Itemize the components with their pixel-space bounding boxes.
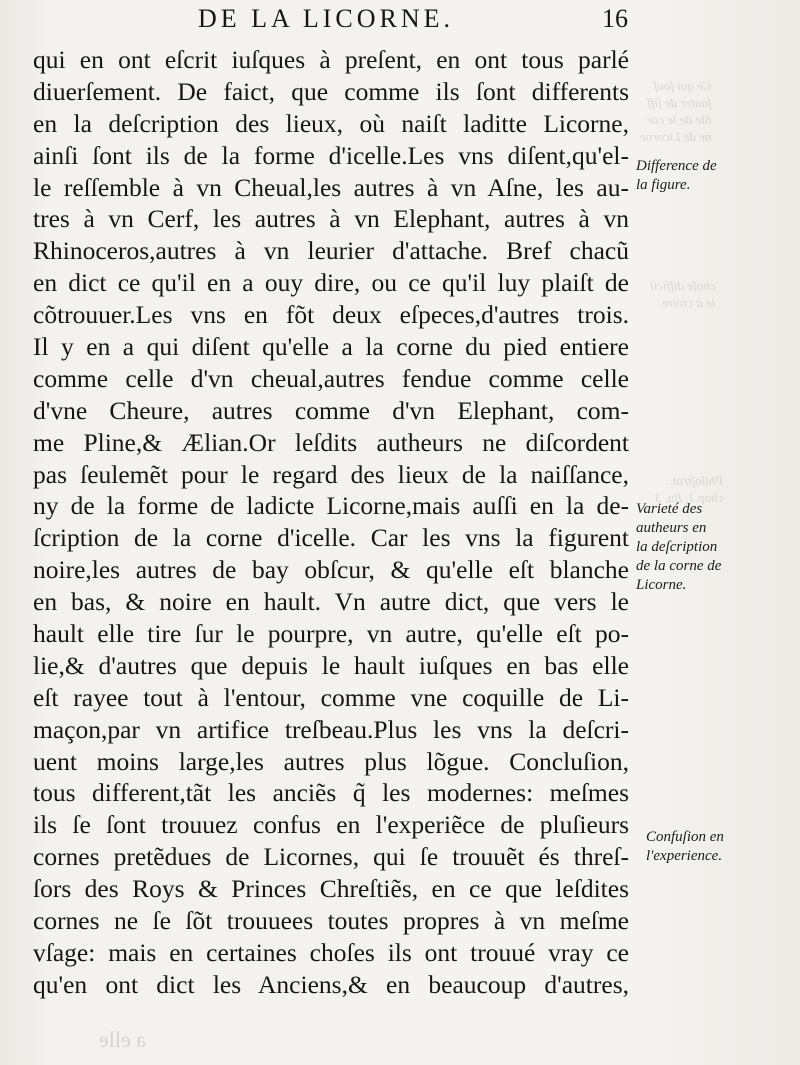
- text-line: cornes ne ſe ſõt trouuees toutes propres à vn meſme: [33, 906, 629, 936]
- text-line: maçon,par vn artifice treſbeau.Plus les vns la deſcri-: [33, 714, 629, 744]
- text-line: noire,les autres de bay obſcur, & qu'elle eſt blanche: [33, 555, 629, 585]
- text-line: uent moins large,les autres plus lõgue. Concluſion,: [33, 746, 629, 776]
- text-line: lie,& d'autres que depuis le hault iuſques en bas elle: [33, 650, 629, 680]
- text-line: ils ſe ſont trouuez confus en l'experiẽce de pluſieurs: [33, 810, 629, 840]
- text-line: diuerſement. De faict, que comme ils ſont differents: [33, 76, 629, 106]
- text-line: Il y en a qui diſent qu'elle a la corne du pied entiere: [33, 332, 629, 362]
- text-line: cõtrouuer.Les vns en fõt deux eſpeces,d'autres trois.: [33, 300, 629, 330]
- running-header: [198, 4, 628, 40]
- text-line: cornes pretẽdues de Licornes, qui ſe trouuẽt és threſ-: [33, 842, 629, 872]
- text-line: tous different,tãt les anciẽs q̃ les modernes: meſmes: [33, 778, 629, 808]
- text-line: eſt rayee tout à l'entour, comme vne coquille de Li-: [33, 682, 629, 712]
- text-line: en la deſcription des lieux, où naiſt laditte Licorne,: [33, 108, 629, 138]
- text-line: Rhinoceros,autres à vn leurier d'attache. Bref chacũ: [33, 236, 629, 266]
- running-title: DE LA LICORNE.: [198, 4, 455, 33]
- text-line: qu'en ont dict les Anciens,& en beaucoup d'autres,: [33, 969, 629, 999]
- text-line: pas ſeulemẽt pour le regard des lieux de la naiſſance,: [33, 459, 629, 489]
- show-through-texture: Philoſtrat. chap.1. liu. 3: [655, 473, 724, 505]
- show-through-texture: choſe difficil le à croire.: [650, 278, 716, 310]
- marginal-note-confusion: Confuſion en l'experience.: [646, 829, 724, 864]
- main-text-block: [33, 44, 629, 1001]
- text-line: tres à vn Cerf, les autres à vn Elephant, autres à vn: [33, 204, 629, 234]
- text-line: ſors des Roys & Princes Chreſtiẽs, en ce que leſdites: [33, 874, 629, 904]
- marginal-note-variety: Varieté des autheurs en la deſcription de la corne de Licorne.: [636, 501, 722, 593]
- text-line: ſcription de la corne d'icelle. Car les vns la figurent: [33, 523, 629, 553]
- text-line: vſage: mais en certaines choſes ils ont trouué vray ce: [33, 937, 629, 967]
- marginal-note-figure: Difference de la figure.: [636, 158, 717, 193]
- text-line: ny de la forme de ladicte Licorne,mais auſſi en la de-: [33, 491, 629, 521]
- text-line: comme celle d'vn cheual,autres fendue comme celle: [33, 363, 629, 393]
- text-line: ainſi ſont ils de la forme d'icelle.Les vns diſent,qu'el-: [33, 140, 629, 170]
- text-line: d'vne Cheure, autres comme d'vn Elephant, com-: [33, 395, 629, 425]
- catchword: a elle: [99, 1027, 147, 1052]
- text-line: en dict ce qu'il en a ouy dire, ou ce qu'il luy plaiſt de: [33, 268, 629, 298]
- text-line: me Pline,& Ælian.Or leſdits autheurs ne diſcordent: [33, 427, 629, 457]
- text-line: qui en ont eſcrit iuſques à preſent, en ont tous parlé: [33, 45, 629, 74]
- page-number: 16: [602, 4, 628, 33]
- show-through-texture: Ce qui ſauſ fauter de ſiff ñle de le cor ne de Licorne: [640, 78, 712, 144]
- text-line: hault elle tire ſur le pourpre, vn autre, qu'elle eſt po-: [33, 619, 629, 649]
- text-line: le reſſemble à vn Cheual,les autres à vn Aſne, les au-: [33, 172, 629, 202]
- text-line: en bas, & noire en hault. Vn autre dict, que vers le: [33, 587, 629, 617]
